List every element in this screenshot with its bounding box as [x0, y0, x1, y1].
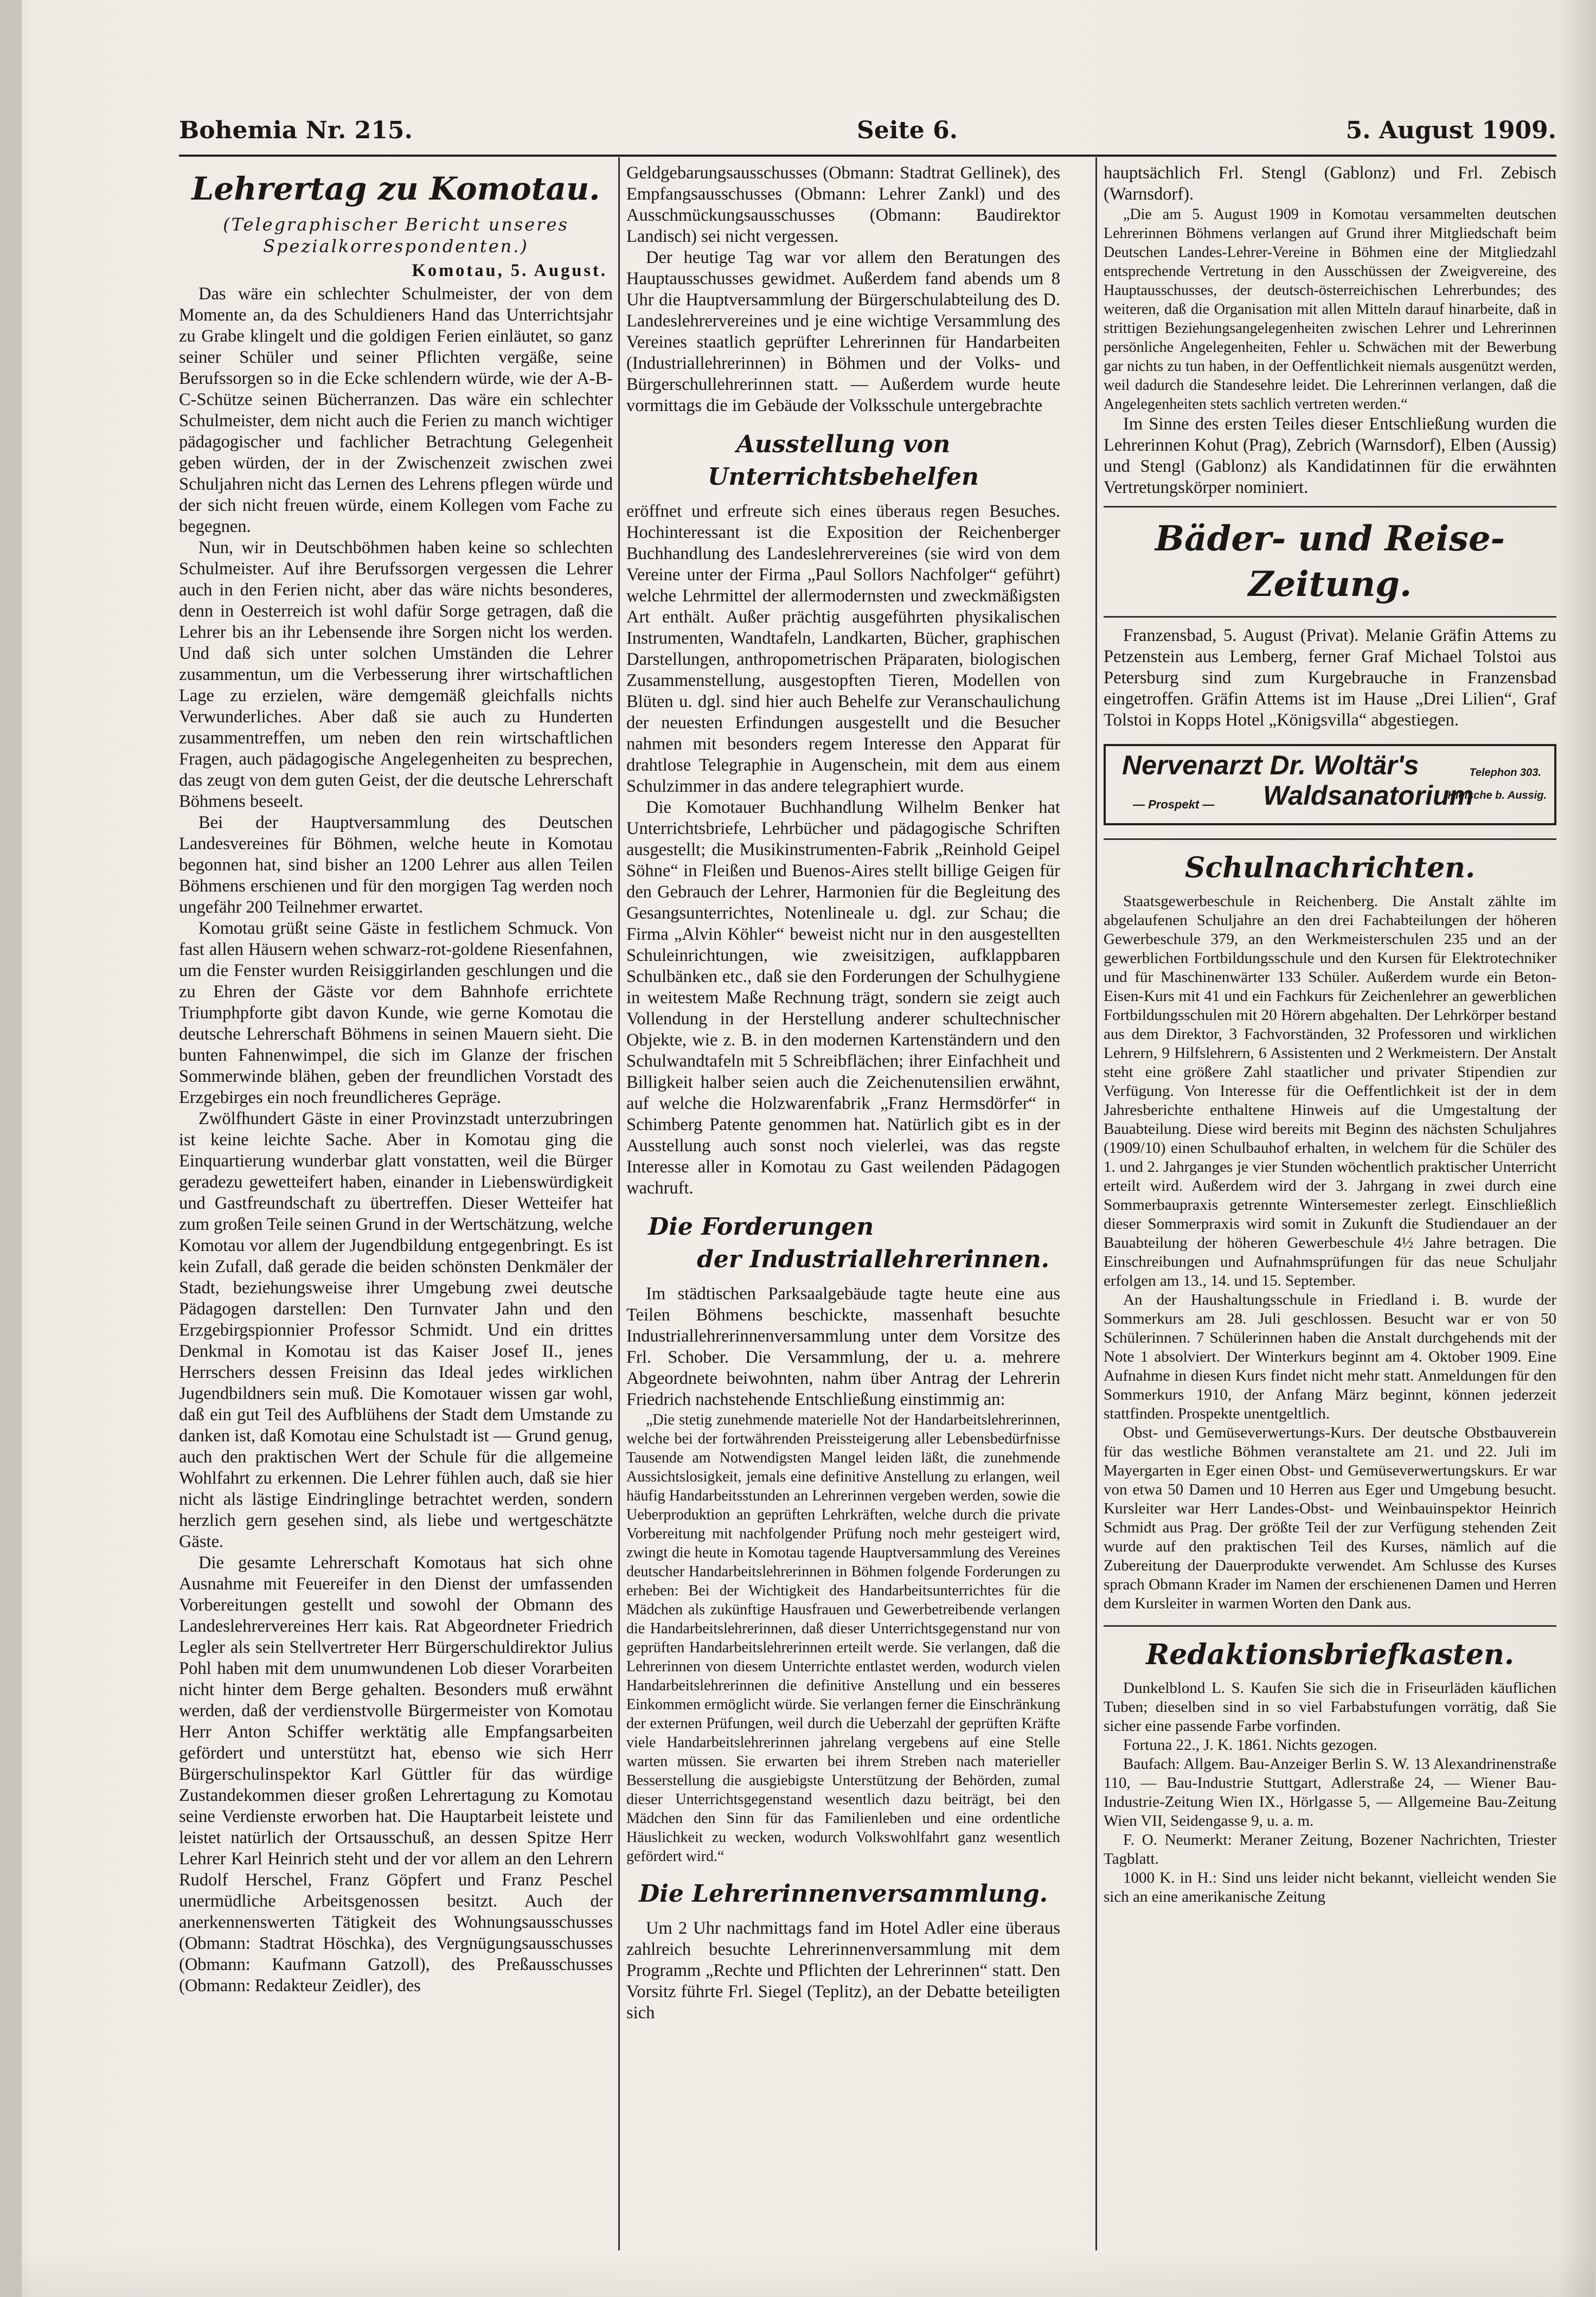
- paragraph: Bei der Hauptversammlung des Deutschen Landesvereines für Böhmen, welche heute in Komotau begonnen hat, sind bisher an 1200 Lehrer aus allen Teilen Böhmens erschienen und für den morgigen Tag werden noch ungefähr 200 Teilnehmer erwartet.: [179, 813, 613, 917]
- paragraph: Das wäre ein schlechter Schulmeister, der von dem Momente an, da des Schuldieners Hand das Unterrichtsjahr zu Grabe klingelt und die goldigen Ferien einläutet, so ganz seiner Schüler und seiner Pflichten vergäße, seine Berufssorgen so in die Ecke schlendern würde, wie der A-B-C-Schütze seinen Bücherranzen. Das wäre ein schlechter Schulmeister, dem nicht auch die Ferien zu manch wichtiger pädagogischer und fachlicher Betrachtung Gelegenheit geben würden, der in der Zwischenzeit zwischen zwei Schuljahren nicht das Lernen des Lehrens pflegen würde und der sich nicht freuen würde, einem Kollegen vom Fache zu begegnen.: [179, 284, 613, 536]
- paragraph: Um 2 Uhr nachmittags fand im Hotel Adler eine überaus zahlreich besuchte Lehrerinnenversammlung mit dem Programm „Rechte und Pflichten der Lehrerinnen“ statt. Den Vorsitz führte Frl. Siegel (Teplitz), an der Debatte beteiligten sich: [626, 1919, 1060, 2023]
- article-dateline: Komotau, 5. August.: [412, 261, 607, 280]
- advertisement-sanatorium: [1104, 744, 1556, 825]
- paragraph: Obst- und Gemüseverwertungs-Kurs. Der deutsche Obstbauverein für das westliche Böhmen veranstaltete am 21. und 22. Juli im Mayergarten in Eger einen Obst- und Gemüseverwertungskurs. Er war von etwa 50 Damen und 10 Herren aus Eger und Umgebung besucht. Kursleiter war Herr Landes-Obst- und Weinbauinspektor Heinrich Schmidt aus Prag. Der größte Teil der zur Verfügung stehenden Zeit wurde auf den praktischen Teil des Kurses, nämlich auf die Zubereitung der Dauerprodukte verwendet. Am Schlusse des Kurses sprach Obmann Krader im Namen der erschienenen Damen und Herren dem Kursleiter in warmen Worten den Dank aus.: [1104, 1424, 1556, 1612]
- page-header: [179, 117, 1556, 157]
- section-heading-exhibition: Ausstellung von Unterrichtsbehelfen: [707, 431, 979, 491]
- column-rule-2: [1095, 157, 1097, 2250]
- page-binding-margin: [0, 0, 22, 2297]
- section-heading-school-news: Schulnachrichten.: [1184, 851, 1476, 884]
- letterbox-entry: Fortuna 22., J. K. 1861. Nichts gezogen.: [1123, 1736, 1377, 1754]
- paragraph: Komotau grüßt seine Gäste in festlichem Schmuck. Von fast allen Häusern wehen schwarz-rot-goldene Riesenfahnen, um die Fenster wurden Reisiggirlanden geschlungen und die zu Ehren der Gäste vor dem Bahnhofe errichtete Triumphpforte gibt davon Kunde, wie gerne Komotau die deutsche Lehrerschaft Böhmens in seinen Mauern sieht. Die bunten Fahnenwimpel, die sich im Glanze der frischen Sommerwinde blähen, geben der freundlichen Vorstadt des Erzgebirges ein noch freundlicheres Gepräge.: [179, 919, 613, 1107]
- column-3: [1104, 163, 1556, 2277]
- page-bottom-shading: [22, 2250, 1594, 2297]
- letterbox-entry: Dunkelblond L. S. Kaufen Sie sich die in Friseurläden käuflichen Tuben; dieselben sind in so viel Farbabstufungen vorrätig, daß Sie sicher eine passende Farbe vorfinden.: [1104, 1679, 1556, 1735]
- paragraph: Im Sinne des ersten Teiles dieser Entschließung wurden die Lehrerinnen Kohut (Prag), Zebrich (Warnsdorf), Elben (Aussig) und Stengl (Gablonz) als Kandidatinnen für die erwähnten Vertretungskörper nominiert.: [1104, 414, 1556, 497]
- paragraph: Die Komotauer Buchhandlung Wilhelm Benker hat Unterrichtsbriefe, Lehrbücher und pädagogische Schriften ausgestellt; die Musikinstrumenten-Fabrik „Reinhold Geipel Söhne“ in Fleißen und Buenos-Aires stellt billige Geigen für den Gebrauch der Lehrer, Harmonien für die Begleitung des Gesangsunterrichtes, Notenlineale u. dgl. zur Schau; die Firma „Alvin Köhler“ beweist nicht nur in den ausgestellten Schuleinrichtungen, wie zweisitzigen, aufklappbaren Schulbänken etc., daß sie den Forderungen der Schulhygiene in weitestem Maße Rechnung trägt, sondern sie zeigt auch Vollendung in der Herstellung anderer schultechnischer Objekte, wie z. B. in den modernen Kartenständern und den Schulwandtafeln mit 5 Schreibflächen; ihrer Einfachheit und Billigkeit halber seien auch die Zeichenutensilien erwähnt, auf welche die Holzwarenfabrik „Franz Hermsdörfer“ in Schimberg Patente genommen hat. Natürlich gibt es in der Ausstellung auch sonst noch vielerlei, was das regste Interesse aller in Komotau zu Gast weilenden Pädagogen wachruft.: [626, 798, 1060, 1198]
- paragraph: Nun, wir in Deutschböhmen haben keine so schlechten Schulmeister. Auf ihre Berufssorgen vergessen die Lehrer auch in den Ferien nicht, aber das wäre nichts besonderes, denn in Oesterreich ist wohl dafür Sorge getragen, daß die Lehrer bis an ihr Lebensende ihre Sorgen nicht los werden. Und daß sich unter solchen Umständen die Lehrer zusammentun, um die Verbesserung ihrer wirtschaftlichen Lage zu erzielen, wäre demgemäß gleichfalls nichts Verwunderliches. Aber daß sie auch zu Hunderten zusammentreffen, um neben den rein wirtschaftlichen Fragen, auch pädagogische Angelegenheiten zu besprechen, das zeugt von dem guten Geist, der die deutsche Lehrerschaft Böhmens beseelt.: [179, 538, 613, 811]
- ad-location: Kleische b. Aussig.: [1447, 790, 1547, 801]
- header-paper-issue: Bohemia Nr. 215.: [179, 117, 413, 144]
- paragraph: Im städtischen Parksaalgebäude tagte heute eine aus Teilen Böhmens beschickte, massenhaft besuchte Industriallehrerinnenversammlung unter dem Vorsitze des Frl. Schober. Die Versammlung, der u. a. mehrere Abgeordnete beiwohnten, nahm über Antrag der Lehrerin Friedrich nachstehende Entschließung einstimmig an:: [626, 1284, 1060, 1409]
- column-rule-1: [618, 157, 620, 2250]
- column-1: [179, 163, 613, 2277]
- letterbox-entry: F. O. Neumerkt: Meraner Zeitung, Bozener Nachrichten, Triester Tagblatt.: [1104, 1831, 1556, 1868]
- paragraph: Geldgebarungsausschusses (Obmann: Stadtrat Gellinek), des Empfangsausschusses (Obmann: Lehrer Zankl) und des Ausschmückungsausschusses (Obmann: Baudirektor Landisch) sei nicht vergessen.: [626, 163, 1060, 246]
- paragraph: An der Haushaltungsschule in Friedland i. B. wurde der Sommerkurs am 28. Juli geschlossen. Besucht war er von 50 Schülerinnen. 7 Schülerinnen haben die Anstalt durchgehends mit der Note 1 absolviert. Der Winterkurs beginnt am 4. Oktober 1909. Eine Aufnahme in diesen Kurs findet nicht mehr statt. Anmeldungen für den Sommerkurs 1910, der Anfang März beginnt, können jederzeit stattfinden. Prospekte unentgeltlich.: [1104, 1291, 1556, 1422]
- article-title: Lehrertag zu Komotau.: [191, 170, 600, 207]
- header-page-number: Seite 6.: [857, 117, 958, 144]
- section-heading-demands-line1: Die Forderungen: [648, 1213, 874, 1241]
- section-heading-spa-travel: Bäder- und Reise-Zeitung.: [1104, 506, 1556, 618]
- ad-telephone: Telephon 303.: [1469, 767, 1541, 779]
- section-heading-demands-line2: der Industriallehrerinnen.: [697, 1246, 1049, 1273]
- section-divider: [1104, 1625, 1556, 1627]
- resolution-quote: „Die stetig zunehmende materielle Not der Handarbeitslehrerinnen, welche bei der fortwährenden Preissteigerung aller Lebensbedürfnisse Tausende am Notwendigsten Mangel leiden läßt, die zunehmende Aussichtslosigkeit, jemals eine definitive Anstellung zu erlangen, weil häufig Handarbeitsstunden an Lehrerinnen vergeben werden, sowie die Ueberproduktion an geprüften Lehrkräften, welche durch die private Vorbereitung mit nachfolgender Prüfung noch mehr gesteigert wird, zwingt die heute in Komotau tagende Hauptversammlung des Vereines deutscher Handarbeitslehrerinnen in Böhmen folgende Forderungen zu erheben: Bei der Wichtigkeit des Handarbeitsunterrichtes für die Mädchen als zukünftige Hausfrauen und Gewerbetreibende verlangen die Handarbeitslehrerinnen, daß dieser Unterrichtsgegenstand nur von geprüften Handarbeitslehrerinnen erteilt werde. Sie verlangen, daß die Lehrerinnen von diesem Unterrichte entlastet werden, wodurch vielen Handarbeitslehrerinnen die definitive Anstellung und ein besseres Einkommen ermöglicht würde. Sie verlangen ferner die Einschränkung der externen Prüfungen, weil durch die Ueberzahl der geprüften Kräfte viele Handarbeitslehrerinnen jahrelang vergebens auf eine Stelle warten müssen. Sie erwarten bei ihrem Streben nach materieller Besserstellung die ausgiebigste Unterstützung der Behörden, zumal dieser Unterrichtsgegenstand wesentlich dazu beiträgt, bei den Mädchen den Sinn für das Familienleben und eine ordentliche Häuslichkeit zu wecken, wodurch Volkswohlfahrt ganz wesentlich gefördert wird.“: [626, 1411, 1060, 1865]
- section-heading-teachers-assembly: Die Lehrerinnenversammlung.: [638, 1880, 1048, 1908]
- paragraph: Zwölfhundert Gäste in einer Provinzstadt unterzubringen ist keine leichte Sache. Aber in Komotau ging die Einquartierung wunderbar glatt vonstatten, weil die Bürger geradezu gewetteifert haben, einander in Liebenswürdigkeit und Gastfreundschaft zu übertreffen. Dieser Wetteifer hat zum großen Teile seinen Grund in der Wertschätzung, welche Komotau vor allem der Jugendbildung entgegenbringt. Es ist kein Zufall, daß gerade die beiden schönsten Denkmäler der Stadt, beziehungsweise ihrer Umgebung zwei deutsche Pädagogen darstellen: Den Turnvater Jahn und den Erzgebirgspionnier Professor Schmidt. Und ein drittes Denkmal in Komotau ist das Kaiser Josef II., jenes Herrschers dessen Freisinn das Ideal jedes wirklichen Jugendbildners sein muß. Die Komotauer wissen gar wohl, daß ein gut Teil des Aufblühens der Stadt dem Umstande zu danken ist, daß Komotau eine Schulstadt ist — Grund genug, auch den praktischen Wert der Schule für die allgemeine Wohlfahrt zu erkennen. Die Lehrer fühlen auch, daß sie hier nicht als lästige Eindringlinge betrachtet werden, sondern herzlich gern gesehen sind, als liebe und wertgeschätzte Gäste.: [179, 1109, 613, 1551]
- ad-prospekt: — Prospekt —: [1133, 798, 1215, 811]
- paragraph: Der heutige Tag war vor allem den Beratungen des Hauptausschusses gewidmet. Außerdem fand abends um 8 Uhr die Hauptversammlung der Bürgerschulabteilung des D. Landeslehrervereines und je eine wichtige Versammlung des Vereines staatlich geprüfter Lehrerinnen für Handarbeiten (Industriallehrerinnen) in Böhmen und der Volks- und Bürgerschullehrerinnen statt. — Außerdem wurde heute vormittags die im Gebäude der Volksschule untergebrachte: [626, 248, 1060, 415]
- header-date: 5. August 1909.: [1345, 117, 1556, 144]
- letterbox-entry: 1000 K. in H.: Sind uns leider nicht bekannt, vielleicht wenden Sie sich an eine amerikanische Zeitung: [1104, 1869, 1556, 1905]
- ad-doctor-name: Nervenarzt Dr. Woltär's: [1122, 750, 1419, 780]
- paragraph: Franzensbad, 5. August (Privat). Melanie Gräfin Attems zu Petzenstein aus Lemberg, ferner Graf Michael Tolstoi aus Petersburg sind zum Kurgebrauche in Franzensbad eingetroffen. Gräfin Attems ist im Hause „Drei Lilien“, Graf Tolstoi in Kopps Hotel „Königsvilla“ abgestiegen.: [1104, 626, 1556, 730]
- paragraph: hauptsächlich Frl. Stengl (Gablonz) und Frl. Zebisch (Warnsdorf).: [1104, 163, 1556, 204]
- section-divider: [1104, 838, 1556, 840]
- section-heading-letterbox: Redaktionsbriefkasten.: [1146, 1638, 1514, 1671]
- paragraph: Staatsgewerbeschule in Reichenberg. Die Anstalt zählte im abgelaufenen Schuljahre an den drei Fachabteilungen der höheren Gewerbeschule 379, an den Werkmeisterschulen 235 und an der gewerblichen Fortbildungsschule und den Kursen für Elektrotechniker und für Maschinenwärter 133 Schüler. Außerdem wurde ein Beton-Eisen-Kurs mit 41 und ein Fachkurs für Zeichenlehrer an gewerblichen Fortbildungsschulen mit 20 Hörern abgehalten. Der Lehrkörper bestand aus dem Direktor, 3 Fachvorständen, 32 Professoren und wirklichen Lehrern, 9 Hilfslehrern, 6 Assistenten und 2 Werkmeistern. Der Anstalt steht eine größere Zahl staatlicher und privater Stipendien zur Verfügung. Von Interesse für die Oeffentlichkeit ist der in dem Jahresberichte enthaltene Hinweis auf die Umgestaltung der Bauabteilung. Diese wird bereits mit Beginn des nächsten Schuljahres (1909/10) einen Schulbauhof erhalten, in welchem für die Schüler des 1. und 2. Jahrganges je vier Stunden wöchentlich praktischer Unterricht erteilt wird. Außerdem wird der 3. Jahrgang in zwei durch eine Sommerbaupraxis getrennte Wintersemester zerlegt. Einschließlich dieser Sommerpraxis wird somit in Zukunft die Studiendauer an der Bauabteilung der höheren Gewerbeschule 4½ Jahre betragen. Die Einschreibungen und Aufnahmsprüfungen für das neue Schuljahr erfolgen am 13., 14. und 15. September.: [1104, 893, 1556, 1289]
- article-subtitle: (Telegraphischer Bericht unseres Spezialkorrespondenten.): [223, 214, 569, 256]
- letterbox-entry: Baufach: Allgem. Bau-Anzeiger Berlin S. W. 13 Alexandrinenstraße 110, — Bau-Industrie Stuttgart, Adlerstraße 24, — Wiener Bau-Industrie-Zeitung Wien IX., Hörlgasse 5, — Allgemeine Bau-Zeitung Wien VII, Seidengasse 9, u. a. m.: [1104, 1755, 1556, 1830]
- ad-sanatorium-name: Waldsanatorium: [1263, 780, 1474, 811]
- paragraph: eröffnet und erfreute sich eines überaus regen Besuches. Hochinteressant ist die Exposition der Reichenberger Buchhandlung des Landeslehrervereines (sie wird von dem Vereine unter der Firma „Paul Sollors Nachfolger“ geführt) welche Lehrmittel der allermodernsten und zweckmäßigsten Art enthält. Außer prächtig ausgeführten physikalischen Instrumenten, Wandtafeln, Landkarten, Bücher, graphischen Darstellungen, anthropometrischen Präparaten, biologischen Zusammenstellung, ausgestopften Tieren, Modellen von Blüten u. dgl. sind hier auch Behelfe zur Veranschaulichung der neuesten Erfindungen ausgestellt und die Besucher nahmen mit besonders regem Interesse den Apparat für drahtlose Telegraphie in Augenschein, mit dem aus einem Schulzimmer in das andere telegraphiert wurde.: [626, 502, 1060, 796]
- column-2: [626, 163, 1060, 2277]
- paragraph: Die gesamte Lehrerschaft Komotaus hat sich ohne Ausnahme mit Feuereifer in den Dienst der umfassenden Vorbereitungen gestellt und sowohl der Obmann des Landeslehrervereines Herr kais. Rat Abgeordneter Friedrich Legler als sein Stellvertreter Herr Bürgerschuldirektor Julius Pohl haben mit dem unumwundenen Lob dieser Vorarbeiten nicht hinter dem Berge gehalten. Besonders muß erwähnt werden, daß der verdienstvolle Bürgermeister von Komotau Herr Anton Schiffer werktätig alle Empfangsarbeiten gefördert und unterstützt hat, ebenso wie sich Herr Bürgerschulinspektor Karl Güttler für das würdige Zustandekommen dieser großen Lehrertagung zu Komotau seine Verdienste erworben hat. Die Hauptarbeit leistete und leistet natürlich der Ortsausschuß, an dessen Spitze Herr Lehrer Karl Heinrich steht und der vor allem an den Lehrern Rudolf Herschel, Franz Göpfert und Franz Peschel unermüdliche Arbeitsgenossen besitzt. Auch der anerkennenswerten Tätigkeit des Wohnungsausschusses (Obmann: Stadtrat Höschka), des Vergnügungsausschusses (Obmann: Kaufmann Gatzoll), des Preßausschusses (Obmann: Redakteur Zeidler), des: [179, 1553, 613, 1996]
- resolution-quote: „Die am 5. August 1909 in Komotau versammelten deutschen Lehrerinnen Böhmens verlangen auf Grund ihrer Mitgliedschaft beim Deutschen Landes-Lehrer-Vereine in Böhmen eine der Mitgliedzahl entsprechende Vertretung in den Ausschüssen der Zweigvereine, des Hauptausschusses, der deutsch-österreichischen Lehrerbundes; des weiteren, daß die Organisation mit allen Mitteln darauf hinarbeite, daß in strittigen Beziehungsangelegenheiten zwischen Lehrer und Lehrerinnen persönliche Angelegenheiten, Fehler u. Schwächen mit der Bewerbung gar nichts zu tun haben, in der Oeffentlichkeit niemals ausgenützt werden, weil dadurch die Standesehre leidet. Die Lehrerinnen verlangen, daß die Angelegenheiten stets sachlich vertreten werden.“: [1104, 206, 1556, 413]
